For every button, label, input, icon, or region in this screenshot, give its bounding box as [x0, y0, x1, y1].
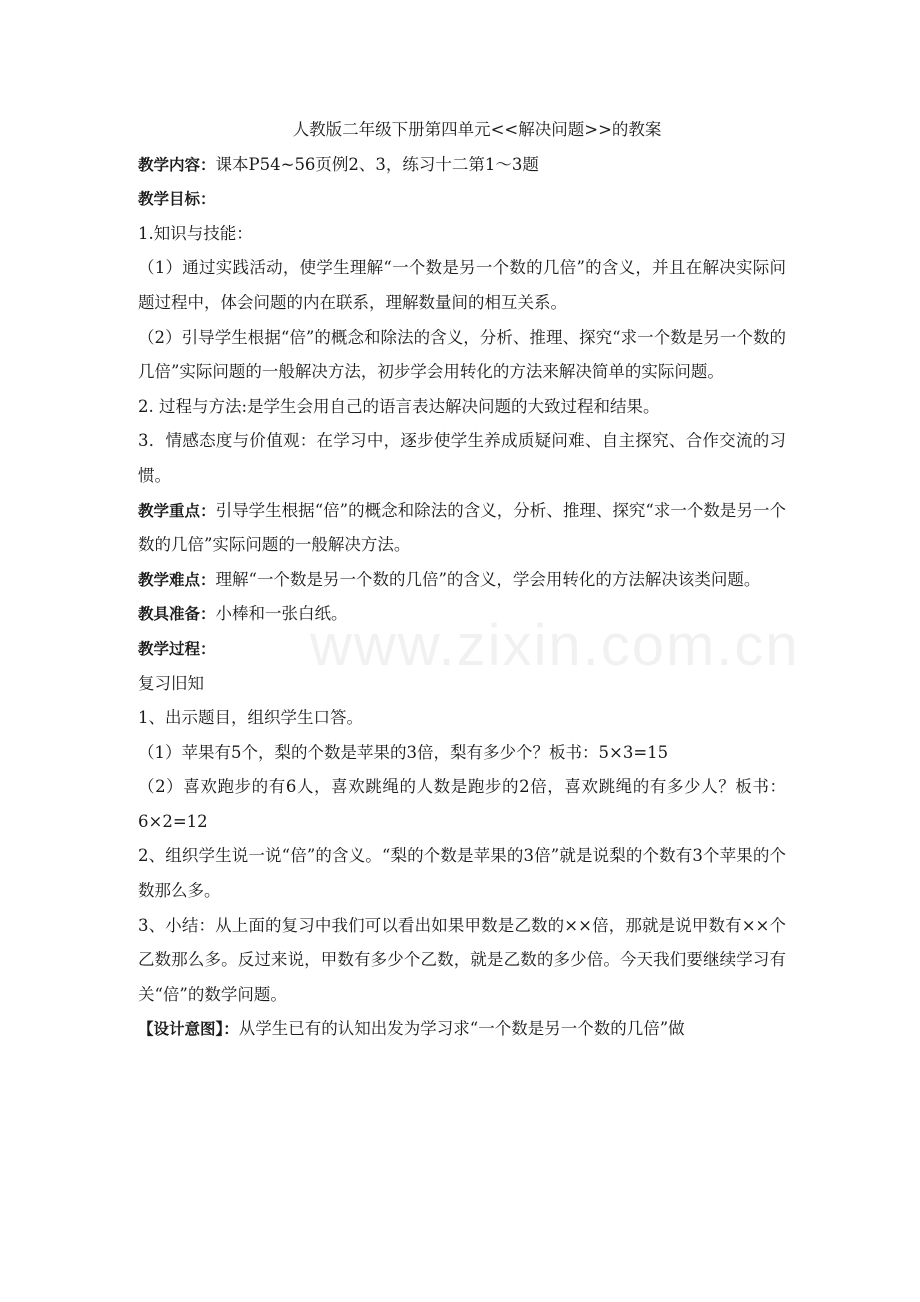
design-intent [138, 1012, 786, 1047]
step-1-question-1: （1）苹果有5个，梨的个数是苹果的3倍，梨有多少个？板书：5×3=15 [138, 742, 669, 762]
teaching-goals-heading: 教学目标： [138, 190, 216, 209]
teaching-content [138, 148, 786, 183]
watermark: www.zixin.com.cn [310, 613, 800, 678]
goal-3: 3．情感态度与价值观：在学习中，逐步使学生养成质疑问难、自主探究、合作交流的习惯。 [138, 431, 786, 485]
teaching-tools [138, 597, 786, 632]
teaching-process-heading: 教学过程： [138, 639, 216, 658]
review-heading: 复习旧知 [138, 673, 204, 693]
difficulty-label: 教学难点： [138, 570, 216, 589]
step-2: 2、组织学生说一说“倍”的含义。“梨的个数是苹果的3倍”就是说梨的个数有3个苹果的个数那么多。 [138, 846, 786, 901]
teaching-content-text: 课本P54~56页例2、3，练习十二第1～3题 [215, 154, 539, 174]
tools-text: 小棒和一张白纸。 [215, 604, 348, 624]
document-body [138, 113, 786, 1047]
teaching-content-label: 教学内容： [138, 155, 216, 174]
step-1: 1、出示题目，组织学生口答。 [138, 708, 363, 728]
design-text: 从学生已有的认知出发为学习求“一个数是另一个数的几倍”做 [238, 1019, 685, 1039]
page-title: 人教版二年级下册第四单元<<解决问题>>的教案 [292, 120, 662, 139]
goal-2: 2. 过程与方法:是学生会用自己的语言表达解决问题的大致过程和结果。 [138, 396, 660, 416]
teaching-difficulty [138, 563, 786, 598]
tools-label: 教具准备： [138, 605, 216, 624]
goal-1-2: （2）引导学生根据“倍”的概念和除法的含义，分析、推理、探究“求一个数是另一个数的几倍”实际问题的一般解决方法，初步学会用转化的方法来解决简单的实际问题。 [138, 327, 786, 382]
goal-1-heading: 1.知识与技能： [138, 223, 253, 243]
key-label: 教学重点： [138, 501, 216, 520]
design-label: 【设计意图】： [138, 1020, 239, 1039]
goal-1-1: （1）通过实践活动，使学生理解“一个数是另一个数的几倍”的含义，并且在解决实际问题过程中，体会问题的内在联系，理解数量间的相互关系。 [138, 258, 786, 312]
step-3: 3、小结：从上面的复习中我们可以看出如果甲数是乙数的××倍，那就是说甲数有××个乙数那么多。反过来说，甲数有多少个乙数，就是乙数的多少倍。今天我们要继续学习有关“倍”的数学问题。 [138, 915, 786, 1004]
teaching-key-points [138, 494, 786, 563]
key-text: 引导学生根据“倍”的概念和除法的含义，分析、推理、探究“求一个数是另一个数的几倍”实际问题的一般解决方法。 [138, 500, 786, 555]
difficulty-text: 理解“一个数是另一个数的几倍”的含义，学会用转化的方法解决该类问题。 [215, 569, 761, 589]
step-1-question-2: （2）喜欢跑步的有6人，喜欢跳绳的人数是跑步的2倍，喜欢跳绳的有多少人？板书：6×2=12 [138, 777, 786, 831]
